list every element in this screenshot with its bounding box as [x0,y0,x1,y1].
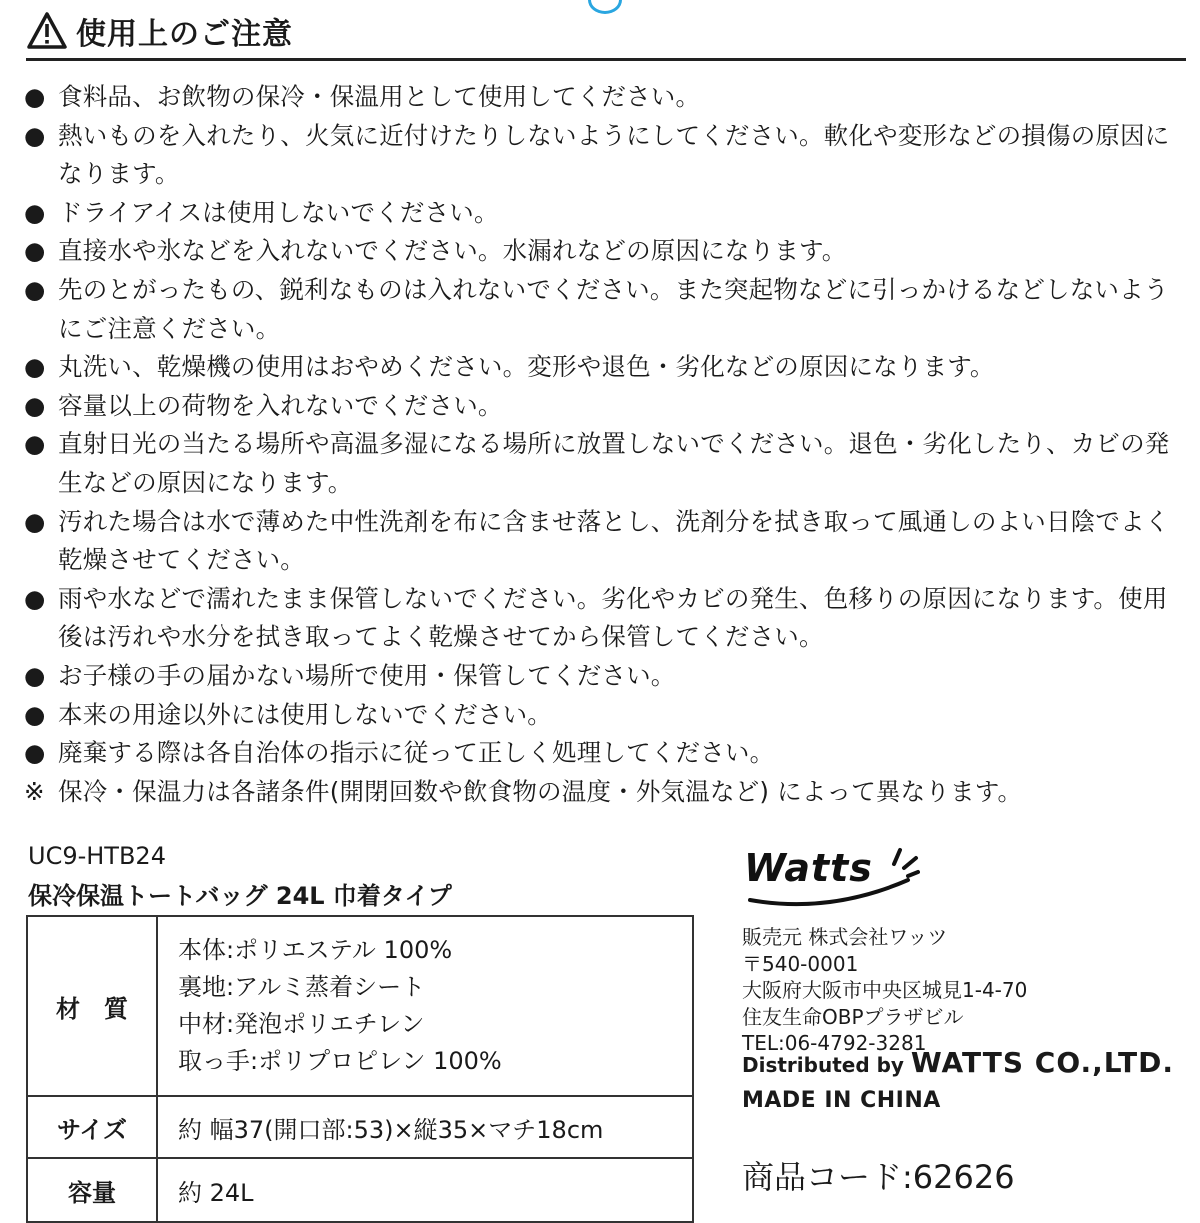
material-line: 中材:発泡ポリエチレン [178,1010,425,1038]
list-item [24,271,1189,348]
table-row [27,1158,693,1222]
note-text: 直射日光の当たる場所や高温多湿になる場所に放置しないでください。退色・劣化したり、カビの発生などの原因になります。 [58,429,1170,497]
address-line-2: 住友生命OBPプラザビル [742,1004,964,1029]
note-text: 食料品、お飲物の保冷・保温用として使用してください。 [58,82,701,111]
list-item [24,232,1189,271]
product-code: 商品コード:62626 [742,1158,1015,1196]
bullet: ● [24,583,46,613]
capacity-label: 容量 [27,1158,157,1222]
bullet: ● [24,197,46,227]
list-item [24,348,1189,387]
caution-list [24,78,1189,811]
note-text: 直接水や氷などを入れないでください。水漏れなどの原因になります。 [58,236,847,266]
note-text: お子様の手の届かない場所で使用・保管してください。 [58,660,676,690]
list-item [24,117,1189,194]
spec-table [26,915,694,1223]
list-item [24,580,1189,657]
list-item [24,387,1189,426]
table-row [27,1096,693,1158]
bullet: ● [24,429,46,459]
material-line: 裏地:アルミ蒸着シート [178,973,426,1001]
caution-title: 使用上のご注意 [76,17,293,52]
bullet: ● [24,236,46,266]
warning-triangle-icon [26,10,68,52]
list-item [24,696,1189,735]
list-item [24,503,1189,580]
note-text: 雨や水などで濡れたまま保管しないでください。劣化やカビの発生、色移りの原因になります。使用後は汚れや水分を拭き取ってよく乾燥させてから保管してください。 [58,583,1168,652]
note-text: 先のとがったもの、鋭利なものは入れないでください。また突起物などに引っかけるなどしないようにご注意ください。 [58,274,1169,343]
watts-logo-icon [740,842,920,908]
material-line: 本体:ポリエステル 100% [178,936,453,964]
distributor-name: WATTS CO.,LTD. [910,1046,1174,1079]
bullet: ● [24,274,46,304]
note-text: 熱いものを入れたり、火気に近付けたりしないようにしてください。軟化や変形などの損傷の原因になります。 [58,120,1170,189]
list-item [24,425,1189,502]
note-text: 本来の用途以外には使用しないでください。 [58,699,552,729]
note-text: 丸洗い、乾燥機の使用はおやめください。変形や退色・劣化などの原因になります。 [58,352,995,382]
distributor-line [742,1046,1174,1079]
bullet: ● [24,390,46,420]
note-text: 廃棄する際は各自治体の指示に従って正しく処理してください。 [58,738,775,768]
address-line-1: 大阪府大阪市中央区城見1-4-70 [742,978,1028,1002]
product-name: 保冷保温トートバッグ 24L 巾着タイプ [28,882,452,910]
country-of-origin: MADE IN CHINA [742,1088,941,1113]
list-item [24,78,1189,117]
note-text: 容量以上の荷物を入れないでください。 [58,390,503,420]
seller: 販売元 株式会社ワッツ [742,925,948,949]
bullet: ● [24,120,46,150]
list-item [24,734,1189,773]
list-item [24,194,1189,233]
bullet: ● [24,699,46,729]
header-divider [26,58,1186,61]
note-text: ドライアイスは使用しないでください。 [58,197,499,227]
materials-cell [157,916,693,1096]
caution-header [26,6,1186,56]
bullet: ※ [24,776,45,806]
logo-text: Watts [744,846,873,890]
materials-label: 材 質 [27,916,157,1096]
bullet: ● [24,506,46,536]
bullet: ● [24,82,46,111]
size-label: サイズ [27,1096,157,1158]
note-text: 保冷・保温力は各諸条件(開閉回数や飲食物の温度・外気温など) によって異なります。 [58,776,1023,806]
model-number: UC9-HTB24 [28,842,166,870]
table-row [27,916,693,1096]
material-line: 取っ手:ポリプロピレン 100% [178,1047,502,1075]
bullet: ● [24,738,46,768]
capacity-value: 約 24L [157,1158,693,1222]
bullet: ● [24,352,46,382]
telephone: TEL:06-4792-3281 [742,1031,927,1055]
list-item [24,773,1189,812]
bullet: ● [24,660,46,690]
postal-code: 〒540-0001 [742,951,859,976]
distributed-by: Distributed by [742,1053,904,1077]
size-value: 約 幅37(開口部:53)×縦35×マチ18cm [157,1096,693,1158]
company-info [742,924,1027,1057]
list-item [24,657,1189,696]
note-text: 汚れた場合は水で薄めた中性洗剤を布に含ませ落とし、洗剤分を拭き取って風通しのよい日陰でよく乾燥させてください。 [58,506,1170,575]
